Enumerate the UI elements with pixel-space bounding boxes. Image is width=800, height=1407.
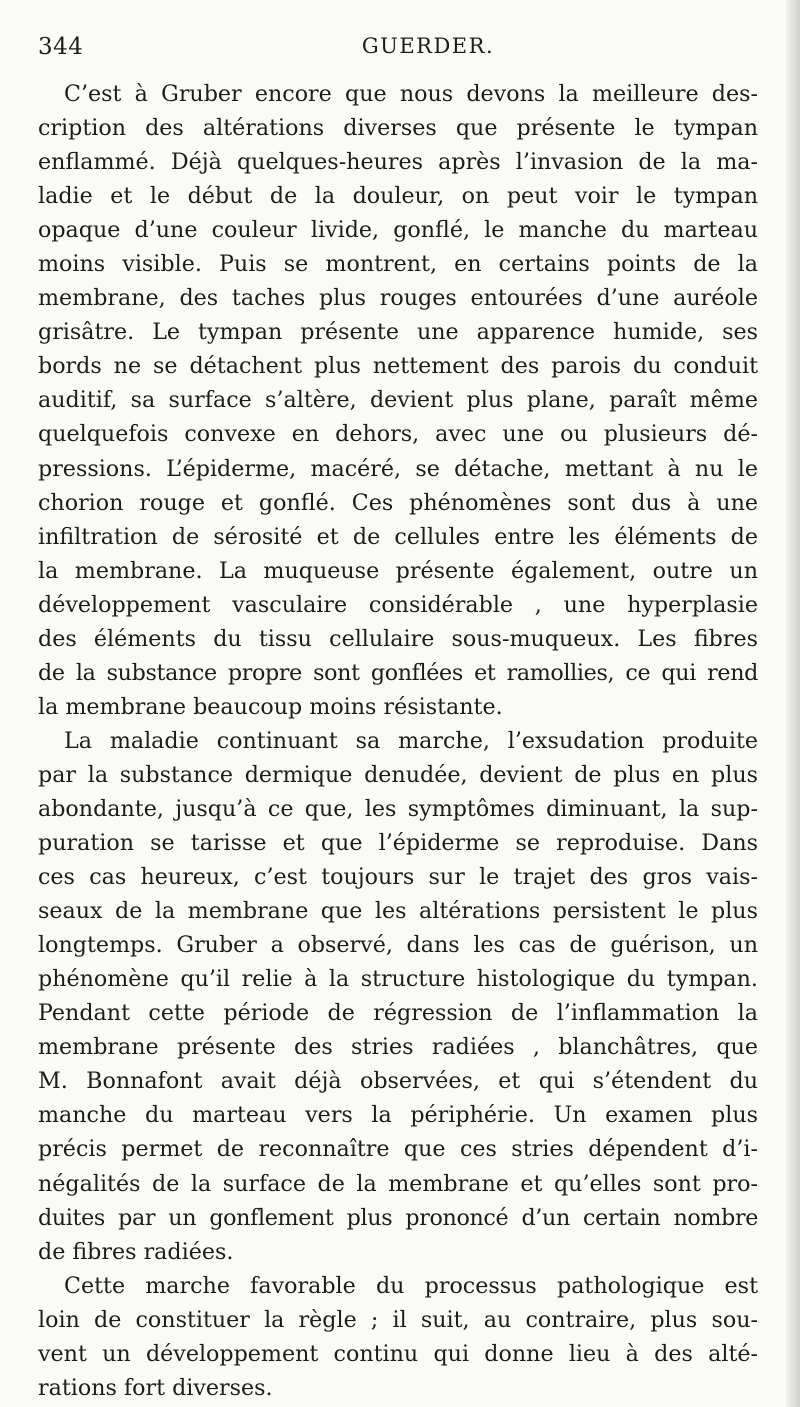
text-line: auditif, sa surface s’altère, devient plus plane, paraît même: [38, 387, 758, 414]
page-number: 344: [38, 34, 84, 60]
text-line: duites par un gonflement plus prononcé d’un certain nombre: [38, 1204, 758, 1231]
text-line: opaque d’une couleur livide, gonflé, le manche du marteau: [38, 217, 758, 244]
text-line: membrane présente des stries radiées , blanchâtres, que: [38, 1034, 758, 1061]
text-line: phénomène qu’il relie à la structure histologique du tympan.: [38, 966, 758, 993]
text-line: de fibres radiées.: [38, 1238, 234, 1265]
body-text: [38, 77, 758, 1405]
text-line: pressions. L’épiderme, macéré, se détache, mettant à nu le: [38, 455, 758, 482]
text-line: de la substance propre sont gonflées et ramollies, ce qui rend: [38, 659, 758, 686]
text-line: rations fort diverses.: [38, 1374, 273, 1401]
text-line: la membrane. La muqueuse présente également, outre un: [38, 557, 758, 584]
text-line: quelquefois convexe en dehors, avec une ou plusieurs dé-: [38, 421, 758, 448]
text-line: Cette marche favorable du processus pathologique est: [64, 1272, 758, 1299]
page-header: [38, 34, 758, 70]
text-line: M. Bonnafont avait déjà observées, et qui s’étendent du: [38, 1068, 758, 1095]
text-line: chorion rouge et gonflé. Ces phénomènes sont dus à une: [38, 489, 758, 516]
text-line: ladie et le début de la douleur, on peut voir le tympan: [38, 183, 758, 210]
page-edge-shadow: [786, 0, 800, 1407]
paragraph-3: [38, 1269, 758, 1405]
text-line: grisâtre. Le tympan présente une apparence humide, ses: [38, 319, 758, 346]
text-line: membrane, des taches plus rouges entourées d’une auréole: [38, 285, 758, 312]
text-line: infiltration de sérosité et de cellules entre les éléments de: [38, 523, 758, 550]
text-line: des éléments du tissu cellulaire sous-muqueux. Les fibres: [38, 625, 758, 652]
text-line: enflammé. Déjà quelques-heures après l’invasion de la ma-: [38, 149, 758, 176]
text-line: C’est à Gruber encore que nous devons la meilleure des-: [64, 81, 758, 107]
text-line: loin de constituer la règle ; il suit, au contraire, plus sou-: [38, 1306, 758, 1333]
text-line: vent un développement continu qui donne lieu à des alté-: [38, 1340, 758, 1367]
text-line: cription des altérations diverses que présente le tympan: [38, 115, 758, 142]
text-line: négalités de la surface de la membrane et qu’elles sont pro-: [38, 1170, 758, 1197]
text-line: Pendant cette période de régression de l’inflammation la: [38, 1000, 758, 1027]
text-line: par la substance dermique denudée, devient de plus en plus: [38, 761, 758, 788]
text-line: ces cas heureux, c’est toujours sur le trajet des gros vais-: [38, 864, 758, 891]
text-line: précis permet de reconnaître que ces stries dépendent d’i-: [38, 1136, 758, 1163]
text-line: moins visible. Puis se montrent, en certains points de la: [38, 251, 758, 278]
text-line: longtemps. Gruber a observé, dans les cas de guérison, un: [38, 932, 758, 959]
text-line: la membrane beaucoup moins résistante.: [38, 693, 503, 720]
paragraph-1: [38, 77, 758, 724]
text-line: développement vasculaire considérable , une hyperplasie: [38, 591, 758, 618]
running-head: GUERDER.: [361, 34, 495, 58]
text-line: bords ne se détachent plus nettement des parois du conduit: [38, 353, 758, 380]
text-line: seaux de la membrane que les altérations persistent le plus: [38, 898, 758, 925]
text-line: La maladie continuant sa marche, l’exsudation produite: [64, 727, 758, 754]
text-line: manche du marteau vers la périphérie. Un examen plus: [38, 1102, 758, 1129]
text-line: puration se tarisse et que l’épiderme se reproduise. Dans: [38, 830, 758, 857]
paragraph-2: [38, 724, 758, 1269]
text-line: abondante, jusqu’à ce que, les symptômes diminuant, la sup-: [38, 795, 758, 822]
